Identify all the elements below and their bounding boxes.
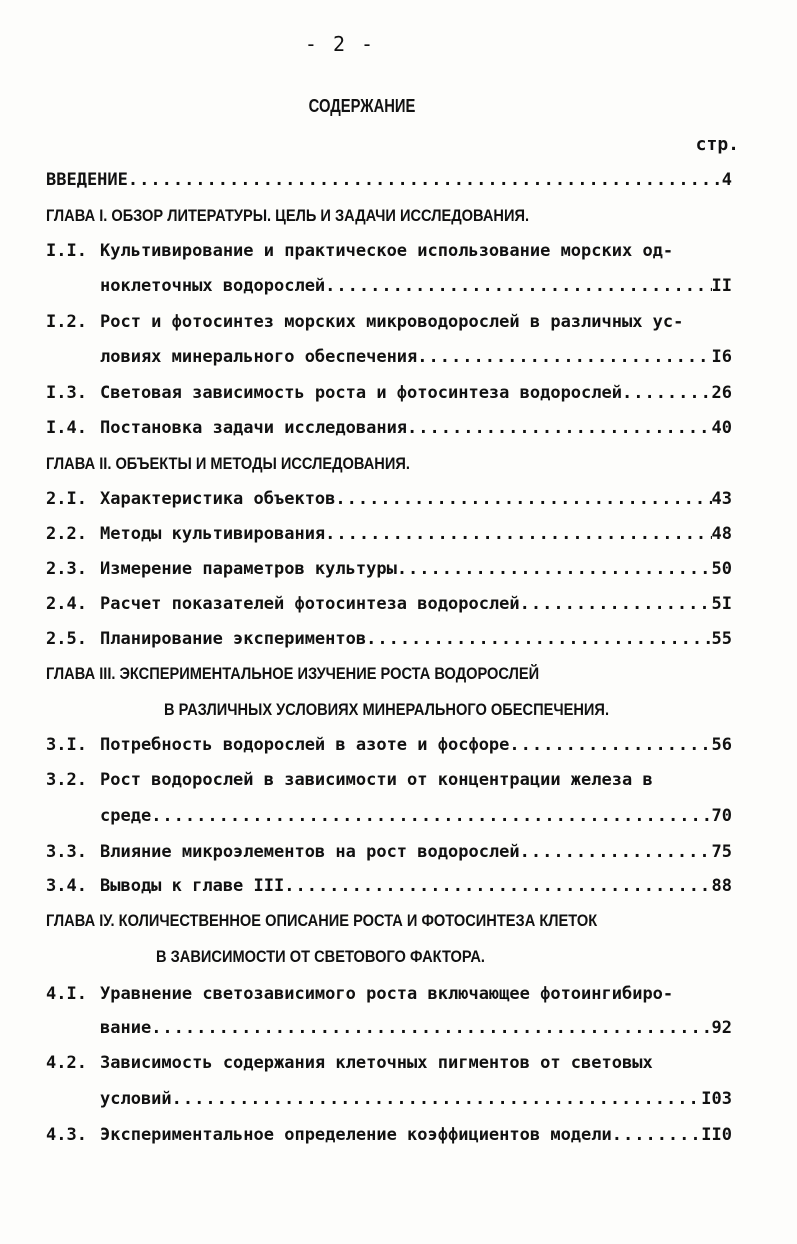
section-number: 4.2. — [46, 1053, 87, 1073]
chapter-heading: ГЛАВА I. ОБЗОР ЛИТЕРАТУРЫ. ЦЕЛЬ И ЗАДАЧИ ИССЛЕДОВАНИЯ. — [46, 206, 530, 225]
section-text-line1: Рост водорослей в зависимости от концентрации железа в — [100, 770, 653, 790]
toc-entry-4-2-cont — [46, 1087, 732, 1111]
toc-page-number: 70 — [711, 806, 732, 826]
section-text-line2: ловиях минерального обеспечения — [100, 347, 418, 367]
chapter-heading-line1: ГЛАВА III. ЭКСПЕРИМЕНТАЛЬНОЕ ИЗУЧЕНИЕ РОСТА ВОДОРОСЛЕЙ — [46, 664, 540, 683]
section-number: I.3. — [46, 383, 87, 403]
toc-entry-1-2-cont — [46, 345, 732, 369]
toc-page-number: 48 — [711, 524, 732, 544]
section-number: 3.2. — [46, 770, 87, 790]
toc-page-number: II — [711, 276, 732, 296]
section-text: Планирование экспериментов — [100, 629, 367, 649]
toc-page-number: 40 — [711, 418, 732, 438]
toc-chapter-3-cont — [164, 698, 646, 722]
toc-page-number: 55 — [711, 629, 732, 649]
chapter-heading-line1: ГЛАВА IУ. КОЛИЧЕСТВЕННОЕ ОПИСАНИЕ РОСТА И ФОТОСИНТЕЗА КЛЕТОК — [46, 911, 598, 930]
section-number: 2.I. — [46, 489, 87, 509]
section-text-line2: вание — [100, 1018, 152, 1038]
toc-leader-dots — [509, 733, 711, 757]
toc-entry-2-3 — [46, 557, 732, 581]
toc-page-number: 56 — [711, 735, 732, 755]
chapter-heading-line2: В РАЗЛИЧНЫХ УСЛОВИЯХ МИНЕРАЛЬНОГО ОБЕСПЕЧЕНИЯ. — [164, 700, 610, 719]
section-text-line2: условий — [100, 1089, 172, 1109]
toc-entry-2-4 — [46, 592, 732, 616]
toc-page-number: I6 — [711, 347, 732, 367]
section-number: 2.5. — [46, 629, 87, 649]
toc-entry-4-1 — [46, 982, 732, 1006]
toc-entry-3-4 — [46, 874, 732, 898]
toc-chapter-1 — [46, 204, 636, 228]
toc-chapter-3 — [46, 662, 636, 686]
toc-chapter-4 — [46, 909, 636, 933]
section-number: 4.I. — [46, 984, 87, 1004]
page-title: СОДЕРЖАНИЕ — [308, 96, 416, 116]
section-text-line2: среде — [100, 806, 152, 826]
toc-chapter-4-cont — [156, 945, 638, 969]
toc-entry-3-1 — [46, 733, 732, 757]
toc-page-number: 50 — [711, 559, 732, 579]
toc-leader-dots — [520, 592, 712, 616]
section-number: 4.3. — [46, 1125, 87, 1145]
toc-leader-dots — [520, 840, 712, 864]
section-text: Расчет показателей фотосинтеза водорослей — [100, 594, 520, 614]
toc-leader-dots — [417, 345, 711, 369]
toc-leader-dots — [397, 557, 712, 581]
toc-page-number: 88 — [711, 876, 732, 896]
section-text-line1: Зависимость содержания клеточных пигментов от световых — [100, 1053, 653, 1073]
section-text-line1: Рост и фотосинтез морских микроводорослей в различных ус- — [100, 312, 684, 332]
chapter-heading-line2: В ЗАВИСИМОСТИ ОТ СВЕТОВОГО ФАКТОРА. — [156, 947, 485, 966]
section-number: I.I. — [46, 241, 87, 261]
toc-leader-dots — [612, 1123, 702, 1147]
section-text: Выводы к главе III — [100, 876, 285, 896]
toc-chapter-2 — [46, 452, 636, 476]
page-number: - 2 - — [304, 32, 376, 56]
toc-leader-dots — [325, 522, 711, 546]
toc-leader-dots — [284, 874, 711, 898]
toc-entry-1-1-cont — [46, 274, 732, 298]
section-number: 2.4. — [46, 594, 87, 614]
toc-page-number: I03 — [701, 1089, 732, 1109]
toc-entry-4-1-cont — [46, 1016, 732, 1040]
toc-entry-4-3 — [46, 1123, 732, 1147]
toc-leader-dots — [407, 416, 711, 440]
toc-entry-1-4 — [46, 416, 732, 440]
section-number: 2.2. — [46, 524, 87, 544]
section-text: Экспериментальное определение коэффициентов модели — [100, 1125, 612, 1145]
toc-leader-dots — [325, 274, 711, 298]
toc-entry-introduction — [46, 168, 732, 192]
section-text: Потребность водорослей в азоте и фосфоре — [100, 735, 510, 755]
section-text: Постановка задачи исследования — [100, 418, 408, 438]
toc-entry-1-2 — [46, 310, 732, 334]
toc-page-number: II0 — [701, 1125, 732, 1145]
toc-page-number: 5I — [711, 594, 732, 614]
section-number: I.2. — [46, 312, 87, 332]
section-text: Влияние микроэлементов на рост водорослей — [100, 842, 520, 862]
toc-entry-2-2 — [46, 522, 732, 546]
toc-entry-3-2-cont — [46, 804, 732, 828]
toc-entry-2-1 — [46, 487, 732, 511]
toc-entry-1-3 — [46, 381, 732, 405]
section-number: 3.3. — [46, 842, 87, 862]
toc-entry-4-2 — [46, 1051, 732, 1075]
toc-page-number: 26 — [711, 383, 732, 403]
toc-leader-dots — [128, 168, 722, 192]
section-text-line2: ноклеточных водорослей — [100, 276, 326, 296]
toc-entry-2-5 — [46, 627, 732, 651]
toc-leader-dots — [151, 1016, 711, 1040]
toc-entry-3-3 — [46, 840, 732, 864]
toc-page-number: 43 — [711, 489, 732, 509]
toc-entry-text: ВВЕДЕНИЕ — [46, 170, 128, 190]
toc-entry-1-1 — [46, 239, 732, 263]
section-number: 2.3. — [46, 559, 87, 579]
toc-leader-dots — [335, 487, 711, 511]
section-text-line1: Культивирование и практическое использование морских од- — [100, 241, 674, 261]
chapter-heading: ГЛАВА II. ОБЪЕКТЫ И МЕТОДЫ ИССЛЕДОВАНИЯ. — [46, 454, 410, 473]
section-text: Измерение параметров культуры — [100, 559, 397, 579]
section-number: 3.4. — [46, 876, 87, 896]
section-number: 3.I. — [46, 735, 87, 755]
toc-leader-dots — [151, 804, 711, 828]
section-number: I.4. — [46, 418, 87, 438]
toc-leader-dots — [366, 627, 711, 651]
toc-page-number: 75 — [711, 842, 732, 862]
section-text: Световая зависимость роста и фотосинтеза водорослей — [100, 383, 622, 403]
section-text-line1: Уравнение светозависимого роста включающее фотоингибиро- — [100, 984, 674, 1004]
page-column-label: стр. — [695, 134, 739, 155]
section-text: Характеристика объектов — [100, 489, 336, 509]
section-text: Методы культивирования — [100, 524, 326, 544]
toc-leader-dots — [172, 1087, 702, 1111]
toc-entry-3-2 — [46, 768, 732, 792]
toc-page-number: 4 — [721, 170, 732, 190]
toc-page-number: 92 — [711, 1018, 732, 1038]
toc-leader-dots — [622, 381, 712, 405]
